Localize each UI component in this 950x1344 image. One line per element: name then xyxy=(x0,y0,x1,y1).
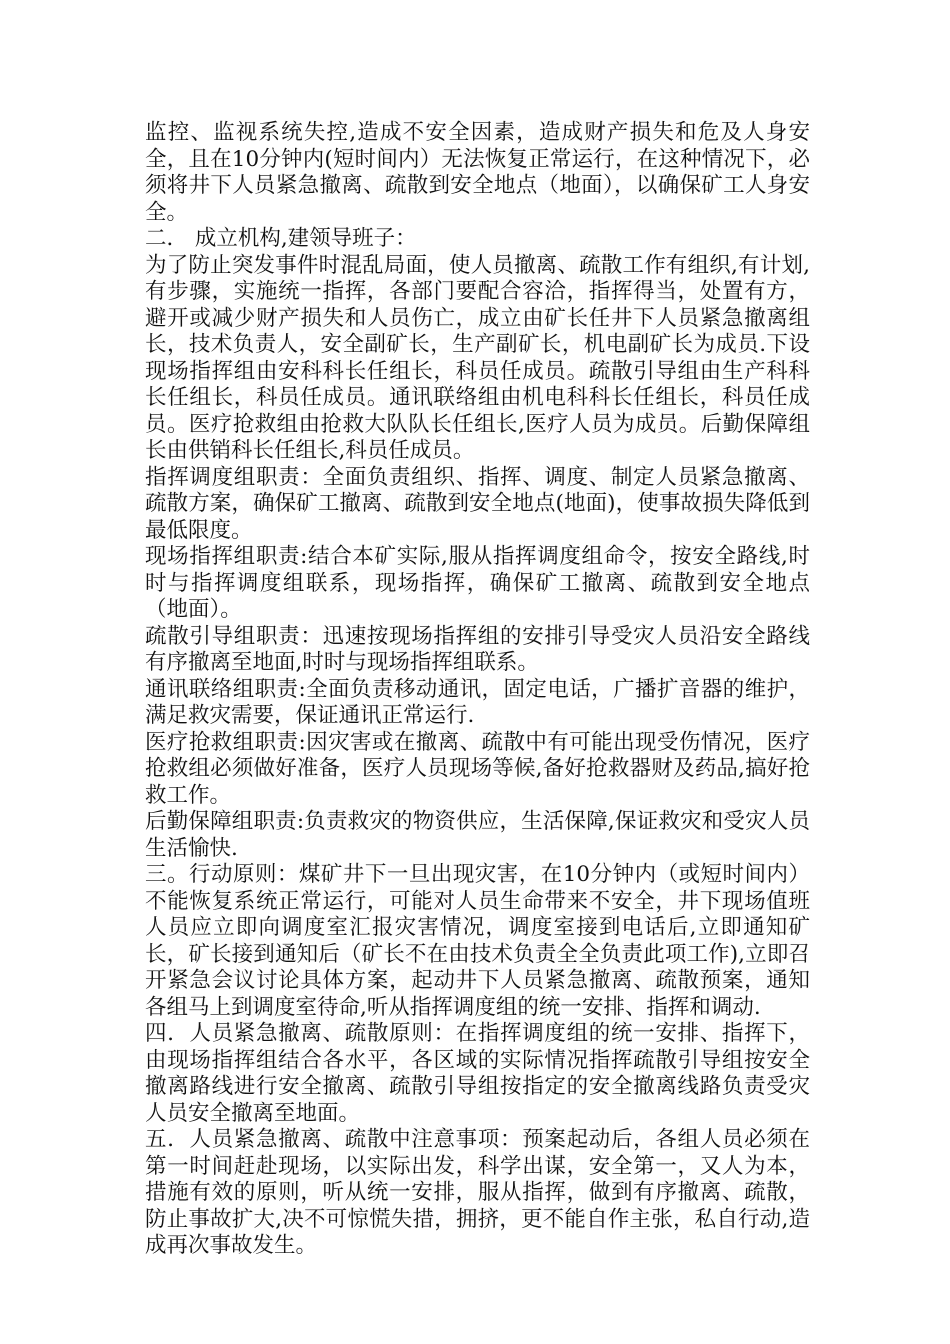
paragraph-evacuation-duties: 疏散引导组职责：迅速按现场指挥组的安排引导受灾人员沿安全路线有序撤离至地面,时时与现场指挥组联系。 xyxy=(145,623,810,675)
heading-organization: 二． 成立机构,建领导班子： xyxy=(145,226,417,251)
document-body xyxy=(145,120,810,1260)
paragraph-communication-duties: 通讯联络组职责:全面负责移动通讯，固定电话，广播扩音器的维护，满足救灾需要，保证通讯正常运行. xyxy=(145,676,810,728)
paragraph-onsite-duties: 现场指挥组职责:结合本矿实际,服从指挥调度组命令，按安全路线,时时与指挥调度组联系，现场指挥，确保矿工撤离、疏散到安全地点（地面）。 xyxy=(145,544,810,622)
paragraph-medical-duties: 医疗抢救组职责:因灾害或在撤离、疏散中有可能出现受伤情况，医疗抢救组必须做好准备，医疗人员现场等候,备好抢救器财及药品,搞好抢救工作。 xyxy=(145,729,810,808)
paragraph-precautions: 五．人员紧急撤离、疏散中注意事项：预案起动后，各组人员必须在第一时间赶赴现场，以实际出发，科学出谋，安全第一，又人为本，措施有效的原则，听从统一安排，服从指挥，做到有序撤离、疏散，防止事故扩大,决不可惊慌失措，拥挤，更不能自作主张，私自行动,造成再次事故发生。 xyxy=(145,1127,810,1258)
paragraph-action-principles: 三。行动原则：煤矿井下一旦出现灾害，在10分钟内（或短时间内）不能恢复系统正常运行，可能对人员生命带来不安全，井下现场值班人员应立即向调度室汇报灾害情况，调度室接到电话后,立即通知矿长，矿长接到通知后（矿长不在由技术负责全全负责此项工作),立即召开紧急会议讨论具体方案，起动井下人员紧急撤离、疏散预案，通知各组马上到调度室待命,听从指挥调度组的统一安排、指挥和调动. xyxy=(145,862,810,1020)
paragraph-command-duties: 指挥调度组职责：全面负责组织、指挥、调度、制定人员紧急撤离、疏散方案，确保矿工撤离、疏散到安全地点(地面)，使事故损失降低到最低限度。 xyxy=(145,464,810,543)
paragraph-scope: 监控、监视系统失控,造成不安全因素，造成财产损失和危及人身安全，且在10分钟内(短时间内）无法恢复正常运行，在这种情况下，必须将井下人员紧急撤离、疏散到安全地点（地面），以确保矿工人身安全。 xyxy=(145,120,810,225)
paragraph-evacuation-principles: 四．人员紧急撤离、疏散原则：在指挥调度组的统一安排、指挥下，由现场指挥组结合各水平，各区域的实际情况指挥疏散引导组按安全撤离路线进行安全撤离、疏散引导组按指定的安全撤离线路负责受灾人员安全撤离至地面。 xyxy=(145,1021,810,1126)
paragraph-logistics-duties: 后勤保障组职责:负责救灾的物资供应，生活保障,保证救灾和受灾人员生活愉快. xyxy=(145,809,810,861)
paragraph-organization: 为了防止突发事件时混乱局面，使人员撤离、疏散工作有组织,有计划,有步骤，实施统一指挥，各部门要配合容洽，指挥得当，处置有方，避开或减少财产损失和人员伤亡，成立由矿长任井下人员紧急撤离组长，技术负责人，安全副矿长，生产副矿长，机电副矿长为成员.下设现场指挥组由安科科长任组长，科员任成员。疏散引导组由生产科科长任组长，科员任成员。通讯联络组由机电科科长任组长，科员任成员。医疗抢救组由抢救大队队长任组长,医疗人员为成员。后勤保障组长由供销科长任组长,科员任成员。 xyxy=(145,252,810,463)
